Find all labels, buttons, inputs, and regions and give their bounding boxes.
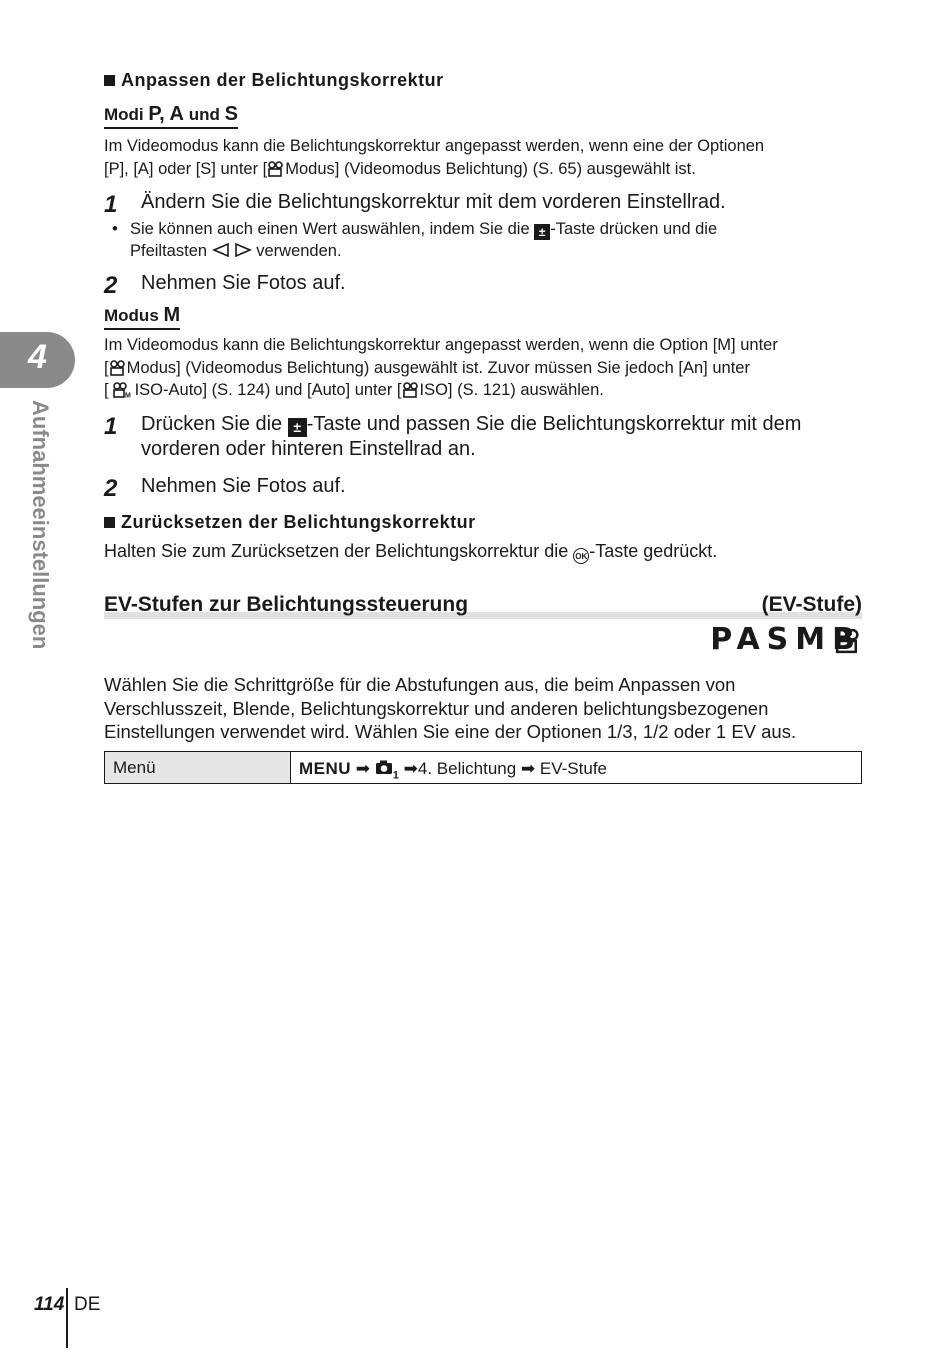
step-1-m: 1 Drücken Sie die ± -Taste und passen Sie die Belichtungskorrektur mit dem vorderen oder hinteren Einstellrad an. xyxy=(104,412,802,460)
mode-label-pas: Modi P, A und S xyxy=(104,103,238,129)
menu-keyword: MENU xyxy=(299,759,352,778)
chapter-number: 4 xyxy=(28,338,47,376)
step-2-pas: 2 Nehmen Sie Fotos auf. xyxy=(104,272,346,299)
footer-divider xyxy=(66,1288,68,1348)
video-mode-icon xyxy=(834,628,862,654)
heading-reset: Zurücksetzen der Belichtungskorrektur xyxy=(104,512,862,533)
exposure-compensation-icon: ± xyxy=(288,418,307,437)
ok-button-icon: OK xyxy=(573,548,589,564)
menu-path-cell: MENU ➡ $_1$ ➡4. Belichtung ➡ EV-Stufe xyxy=(299,759,608,782)
video-m-icon xyxy=(109,382,135,398)
intro-pas: Im Videomodus kann die Belichtungskorrektur angepasst werden, wenn eine der Optionen [P], [A] oder [S] unter [ Modus] (Videomodus Belichtung) (S. 65) ausgewählt ist. xyxy=(104,137,765,178)
menu-item: 4. Belichtung xyxy=(417,759,517,778)
page-content xyxy=(104,70,862,564)
arrow-right-icon: ➡ xyxy=(355,759,371,778)
intro-m: Im Videomodus kann die Belichtungskorrektur angepasst werden, wenn die Option [M] unter [ Modus] (Videomodus Belichtung) ausgewählt ist. Zuvor müssen Sie jedoch [An] unter [ M ISO-Auto] (S. 124) und [Auto] unter [ ISO] (S. 121) auswählen. xyxy=(104,336,778,399)
ev-section-title: EV-Stufen zur Belichtungssteuerung xyxy=(104,593,469,616)
mode-label-m: Modus M xyxy=(104,304,180,330)
menu-path-table xyxy=(104,751,862,784)
shooting-modes: PASMB xyxy=(710,622,862,657)
square-bullet-icon xyxy=(104,75,115,86)
step-1-pas: 1 Ändern Sie die Belichtungskorrektur mit dem vorderen Einstellrad. xyxy=(104,191,726,218)
menu-label-cell: Menü xyxy=(105,752,291,783)
arrow-right-icon: ➡ xyxy=(403,759,418,778)
mode-label-m-wrap xyxy=(104,304,862,330)
ev-section-header xyxy=(104,593,862,621)
video-mode-icon xyxy=(402,382,420,398)
arrow-left-right-icon xyxy=(212,243,252,257)
ev-description: Wählen Sie die Schrittgröße für die Abstufungen aus, die beim Anpassen von Verschlusszeit, Blende, Belichtungskorrektur und anderen belichtungsbezogenen Einstellungen verwendet wird. Wählen Sie eine der Optionen 1/3, 1/2 oder 1 EV aus. xyxy=(104,674,797,742)
exposure-compensation-icon: ± xyxy=(534,224,550,240)
mode-label-pas-wrap xyxy=(104,103,862,129)
video-mode-icon xyxy=(109,360,127,376)
arrow-right-icon: ➡ xyxy=(520,759,536,778)
reset-text: Halten Sie zum Zurücksetzen der Belichtungskorrektur die OK -Taste gedrückt. xyxy=(104,540,862,564)
video-mode-icon xyxy=(267,161,285,177)
square-bullet-icon xyxy=(104,517,115,528)
menu-final: EV-Stufe xyxy=(539,759,608,778)
step-2-m: 2 Nehmen Sie Fotos auf. xyxy=(104,474,346,502)
bullet-pas: • Sie können auch einen Wert auswählen, indem Sie die ± -Taste drücken und die Pfeiltasten verwenden. xyxy=(112,220,718,260)
svg-text:M: M xyxy=(124,392,131,398)
chapter-title: Aufnahmeeinstellungen xyxy=(28,400,53,650)
heading-exposure-compensation: Anpassen der Belichtungskorrektur xyxy=(104,70,862,91)
page-number: 114 xyxy=(34,1294,65,1315)
camera-icon xyxy=(375,760,393,775)
page-language: DE xyxy=(74,1294,101,1315)
ev-section-tag: (EV-Stufe) xyxy=(761,593,862,616)
